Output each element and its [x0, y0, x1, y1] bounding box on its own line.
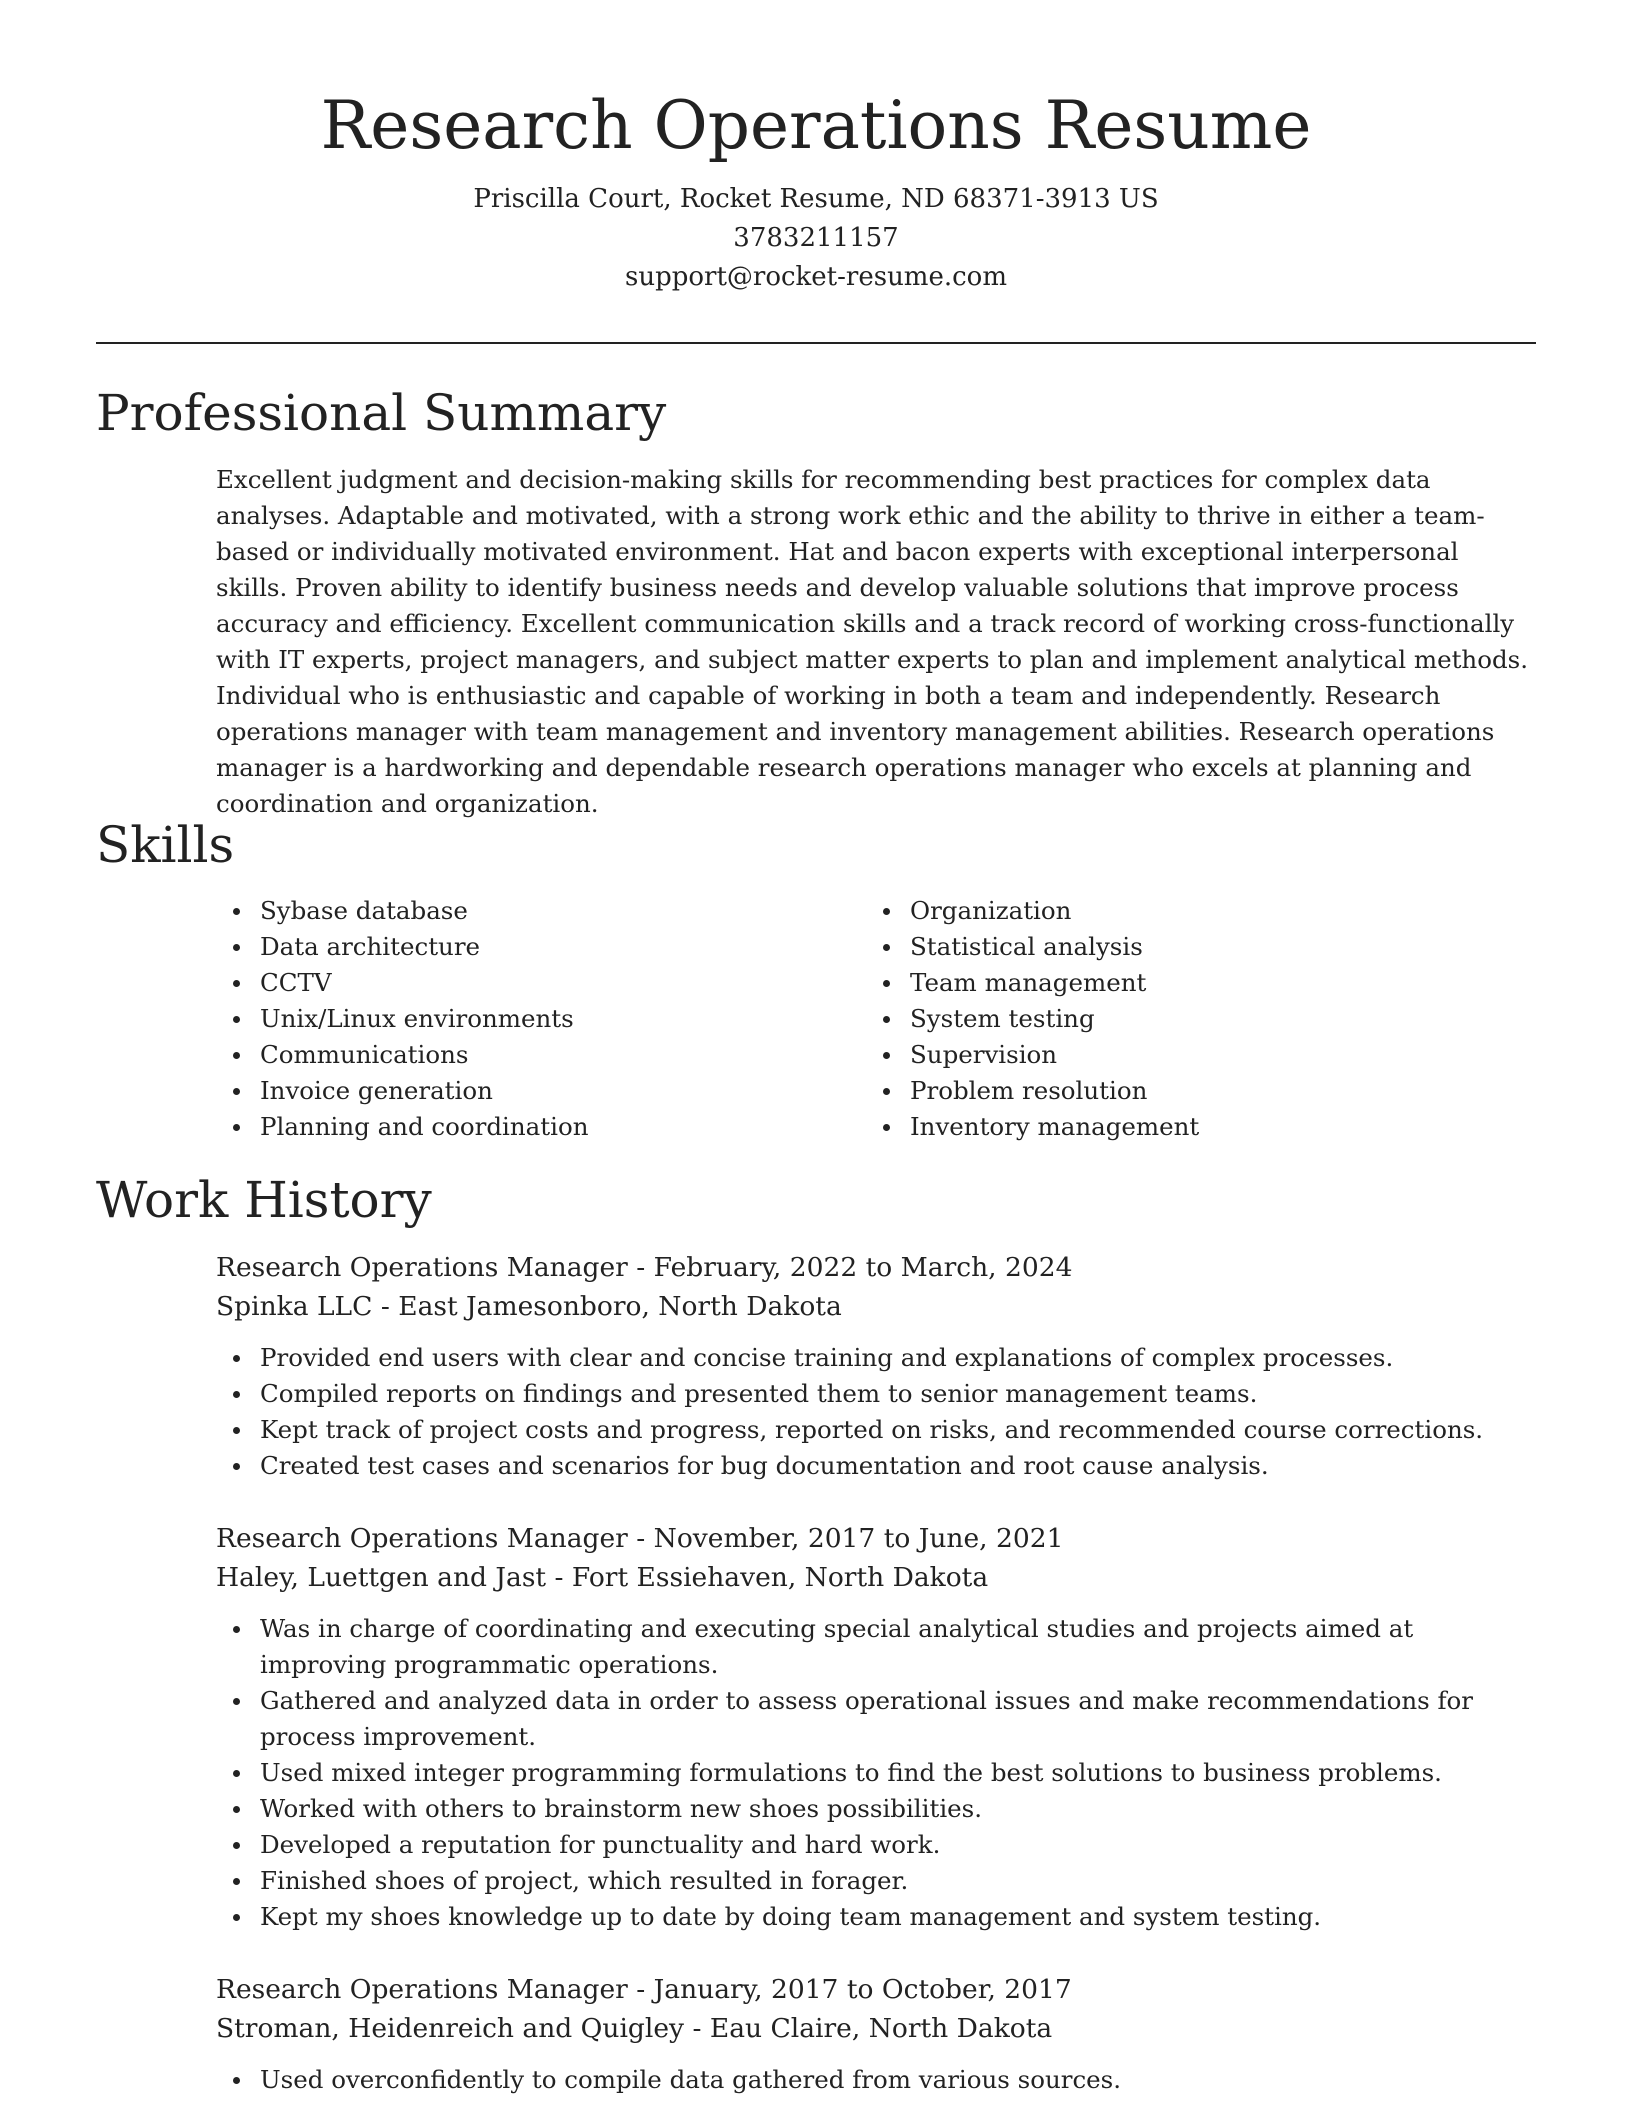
- skill-item: Sybase database: [216, 893, 836, 929]
- skill-item: Team management: [866, 965, 1486, 1001]
- job-company-line: [216, 1558, 1536, 1597]
- job-bullet: Used mixed integer programming formulations to find the best solutions to business problems.: [216, 1755, 1536, 1791]
- resume-header: [0, 0, 1632, 297]
- job-bullet: Worked with others to brainstorm new shoes possibilities.: [216, 1791, 1536, 1827]
- work-history-heading: Work History: [96, 1171, 432, 1229]
- skill-item: Invoice generation: [216, 1073, 836, 1109]
- skill-item: CCTV: [216, 965, 836, 1001]
- resume-title: Research Operations Resume: [320, 87, 1312, 164]
- job-bullet: Finished shoes of project, which resulted in forager.: [216, 1863, 1536, 1899]
- summary-text: Excellent judgment and decision-making skills for recommending best practices for complex data analyses. Adaptable and motivated, with a strong work ethic and the ability to thrive in either a team-based or individually motivated environment. Hat and bacon experts with exceptional interpersonal skills. Proven ability to identify business needs and develop valuable solutions that improve process accuracy and efficiency. Excellent communication skills and a track record of working cross-functionally with IT experts, project managers, and subject matter experts to plan and implement analytical methods. Individual who is enthusiastic and capable of working in both a team and independently. Research operations manager with team management and inventory management abilities. Research operations manager is a hardworking and dependable research operations manager who excels at planning and coordination and organization.: [216, 465, 1528, 818]
- job-company: Spinka LLC: [216, 1291, 373, 1322]
- summary-heading: Professional Summary: [96, 384, 667, 442]
- job-entry: [216, 1519, 1536, 1935]
- header-divider: [96, 342, 1536, 344]
- skill-item: Statistical analysis: [866, 929, 1486, 965]
- job-title: Research Operations Manager: [216, 1252, 628, 1283]
- job-location: - East Jamesonboro, North Dakota: [380, 1291, 842, 1322]
- skill-item: Inventory management: [866, 1109, 1486, 1145]
- job-bullet: Developed a reputation for punctuality and hard work.: [216, 1827, 1536, 1863]
- skill-item: System testing: [866, 1001, 1486, 1037]
- job-title-line: [216, 1248, 1536, 1287]
- contact-phone: 3783211157: [733, 223, 899, 253]
- contact-email: support@rocket-resume.com: [624, 262, 1007, 292]
- job-title-line: [216, 1519, 1536, 1558]
- job-bullet: Created test cases and scenarios for bug documentation and root cause analysis.: [216, 1448, 1536, 1484]
- job-bullet: Compiled reports on findings and presented them to senior management teams.: [216, 1376, 1536, 1412]
- job-bullets: [216, 2062, 1536, 2098]
- skill-item: Organization: [866, 893, 1486, 929]
- job-bullet: Used overconfidently to compile data gathered from various sources.: [216, 2062, 1536, 2098]
- job-title: Research Operations Manager: [216, 1523, 628, 1554]
- contact-address: Priscilla Court, Rocket Resume, ND 68371-3913 US: [473, 184, 1159, 214]
- job-company-line: [216, 1287, 1536, 1326]
- job-company: Haley, Luettgen and Jast: [216, 1562, 547, 1593]
- job-entry: [216, 1248, 1536, 1484]
- skill-item: Planning and coordination: [216, 1109, 836, 1145]
- skill-item: Problem resolution: [866, 1073, 1486, 1109]
- job-dates: - January, 2017 to October, 2017: [636, 1974, 1072, 2005]
- job-company: Stroman, Heidenreich and Quigley: [216, 2013, 685, 2044]
- job-bullets: [216, 1611, 1536, 1935]
- skill-item: Data architecture: [216, 929, 836, 965]
- job-title: Research Operations Manager: [216, 1974, 628, 2005]
- job-bullet: Was in charge of coordinating and executing special analytical studies and projects aimed at improving programmatic operations.: [216, 1611, 1536, 1683]
- job-bullet: Kept track of project costs and progress, reported on risks, and recommended course corrections.: [216, 1412, 1536, 1448]
- skills-list-left: [216, 893, 836, 1145]
- job-dates: - November, 2017 to June, 2021: [636, 1523, 1064, 1554]
- skills-heading: Skills: [96, 816, 235, 874]
- job-title-line: [216, 1970, 1536, 2009]
- skill-item: Supervision: [866, 1037, 1486, 1073]
- contact-block: [0, 180, 1632, 297]
- job-bullet: Kept my shoes knowledge up to date by doing team management and system testing.: [216, 1899, 1536, 1935]
- skill-item: Communications: [216, 1037, 836, 1073]
- skills-column-right: [866, 893, 1486, 1145]
- job-entry: [216, 1970, 1536, 2098]
- skills-column-left: [216, 893, 836, 1145]
- job-dates: - February, 2022 to March, 2024: [636, 1252, 1073, 1283]
- job-location: - Eau Claire, North Dakota: [692, 2013, 1053, 2044]
- job-location: - Fort Essiehaven, North Dakota: [554, 1562, 989, 1593]
- skill-item: Unix/Linux environments: [216, 1001, 836, 1037]
- job-bullet: Gathered and analyzed data in order to assess operational issues and make recommendations for process improvement.: [216, 1683, 1536, 1755]
- job-bullets: [216, 1340, 1536, 1484]
- skills-list-right: [866, 893, 1486, 1145]
- job-bullet: Provided end users with clear and concise training and explanations of complex processes.: [216, 1340, 1536, 1376]
- job-company-line: [216, 2009, 1536, 2048]
